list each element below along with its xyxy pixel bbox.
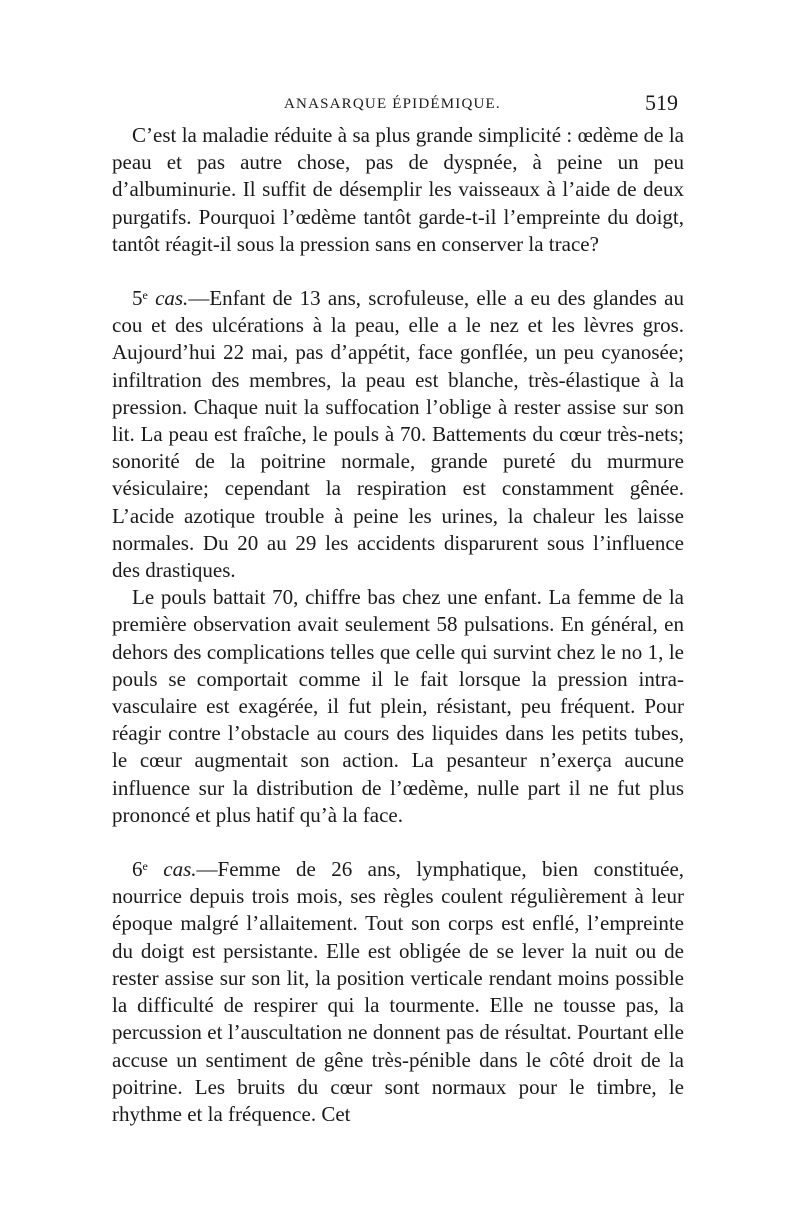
paragraph-case-5 bbox=[112, 285, 684, 584]
page-number: 519 bbox=[645, 90, 678, 115]
paragraph-pulse bbox=[112, 584, 684, 829]
paragraph-intro bbox=[112, 122, 684, 258]
paragraph-case-6 bbox=[112, 856, 684, 1128]
case-superscript: e bbox=[142, 859, 148, 874]
running-title: ANASARQUE ÉPIDÉMIQUE. bbox=[284, 96, 501, 112]
paragraph-text: —Enfant de 13 ans, scrofuleuse, elle a eu des glandes au cou et des ulcérations à la peau, elle a le nez et les lèvres gros. Aujourd’hui 22 mai, pas d’appétit, face gonflée, un peu cyanosée; infiltration des membres, la peau est blanche, très-élastique à la pression. Chaque nuit la suffocation l’oblige à rester assise sur son lit. La peau est fraîche, le pouls à 70. Battements du cœur très-nets; sonorité de la poitrine normale, grande pureté du murmure vésiculaire; cependant la respiration est constamment gênée. L’acide azotique trouble à peine les urines, la chaleur les laisse normales. Du 20 au 29 les accidents disparurent sous l’influence des drastiques. bbox=[112, 286, 684, 583]
body-text bbox=[112, 122, 684, 1128]
case-label: cas. bbox=[163, 857, 197, 882]
paragraph-text: —Femme de 26 ans, lymphatique, bien constituée, nourrice depuis trois mois, ses règles coulent régulièrement à leur époque malgré l’allaitement. Tout son corps est enflé, l’empreinte du doigt est persistante. Elle est obligée de se lever la nuit ou de rester assise sur son lit, la position verticale rendant moins possible la difficulté de respirer qui la tourmente. Elle ne tousse pas, la percussion et l’auscultation ne donnent pas de résultat. Pourtant elle accuse un sentiment de gêne très-pénible dans le côté droit de la poitrine. Les bruits du cœur sont normaux pour le timbre, le rhythme et la fréquence. Cet bbox=[112, 857, 685, 1126]
paragraph-text: C’est la maladie réduite à sa plus grande simplicité : œdème de la peau et pas autre chose, pas de dyspnée, à peine un peu d’albuminurie. Il suffit de désemplir les vaisseaux à l’aide de deux purgatifs. Pourquoi l’œdème tantôt garde-t-il l’empreinte du doigt, tantôt réagit-il sous la pression sans en conserver la trace? bbox=[112, 123, 684, 256]
paragraph-text: Le pouls battait 70, chiffre bas chez une enfant. La femme de la première observation avait seulement 58 pulsations. En général, en dehors des complications telles que celle qui survint chez le no 1, le pouls se comportait comme il le fait lorsque la pression intra-vasculaire est exagérée, il fut plein, résistant, peu fréquent. Pour réagir contre l’obstacle au cours des liquides dans les petits tubes, le cœur augmentait son action. La pesanteur n’exerça aucune influence sur la distribution de l’œdème, nulle part il ne fut plus prononcé et plus hatif qu’à la face. bbox=[112, 585, 684, 827]
case-number: 6 bbox=[132, 857, 143, 882]
case-superscript: e bbox=[142, 288, 148, 303]
case-label: cas. bbox=[155, 286, 189, 311]
case-number: 5 bbox=[132, 286, 143, 311]
